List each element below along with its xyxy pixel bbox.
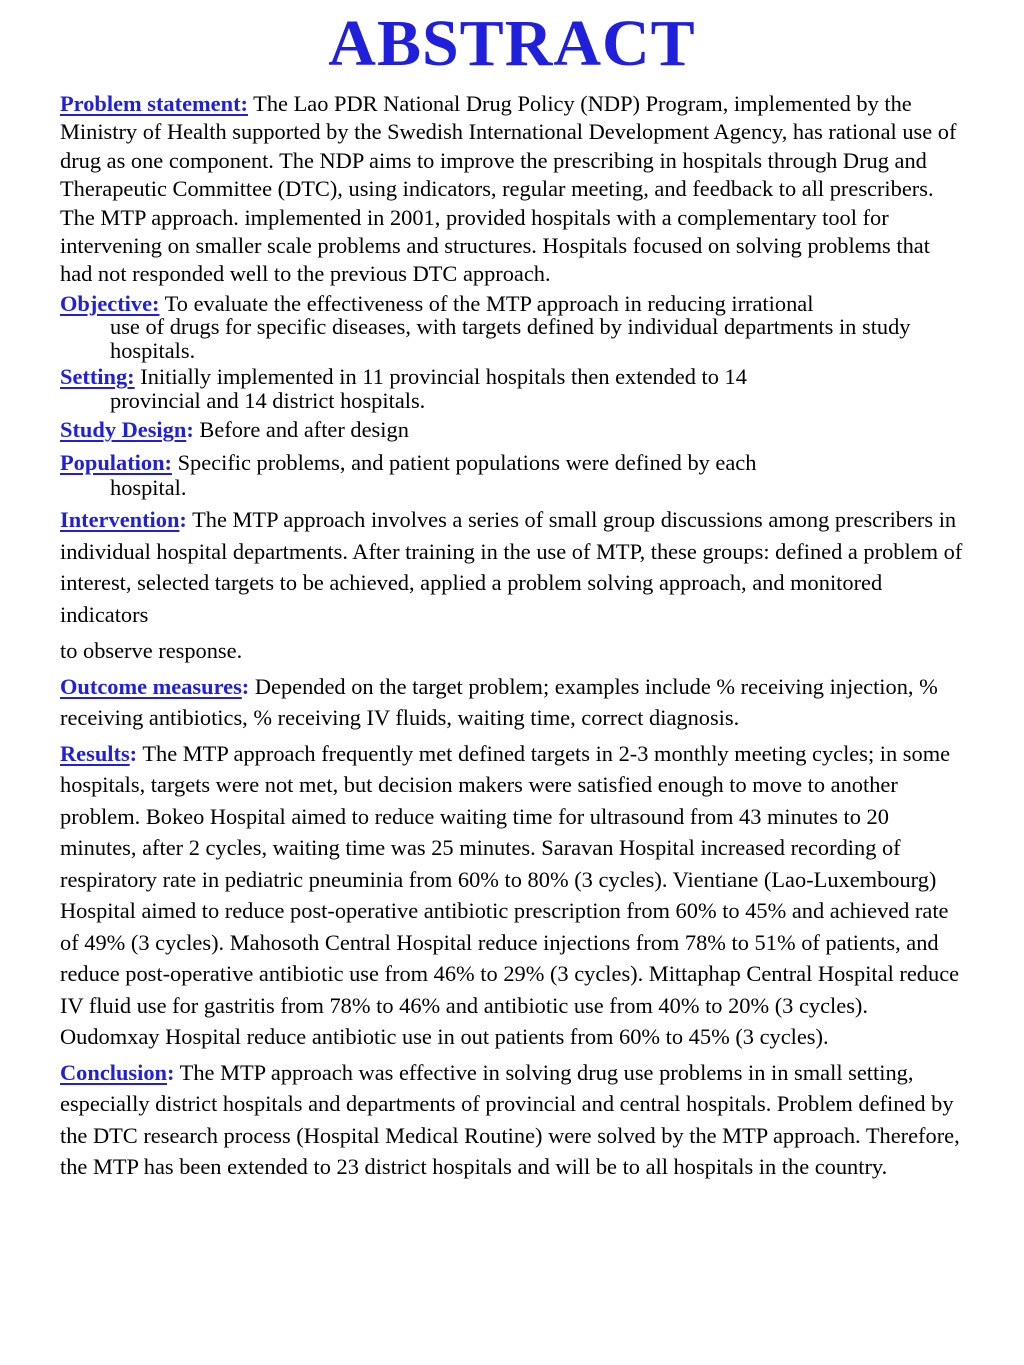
text-conclusion: The MTP approach was effective in solving drug use problems in in small setting, especially district hospitals and departments of provincial and central hospitals. Problem defined by the DTC research process (Hospital Medical Routine) were solved by the MTP approach. Therefore, the MTP has been extended to 23 district hospitals and will be to all hospitals in the country. <box>60 1059 960 1180</box>
page-title: ABSTRACT <box>328 7 696 80</box>
label-population: Population: <box>60 450 172 476</box>
label-problem-statement: Problem statement: <box>60 91 248 116</box>
text-population: Specific problems, and patient populations were defined by each <box>171 450 757 476</box>
text-setting: Initially implemented in 11 provincial hospitals then extended to 14 <box>134 364 747 390</box>
text-study-design: Before and after design <box>193 417 409 443</box>
colon-outcome-measures: : <box>241 673 250 699</box>
label-intervention: Intervention <box>60 507 180 533</box>
text-intervention-last: to observe response. <box>60 638 243 664</box>
text-intervention: The MTP approach involves a series of small group discussions among prescribers in individual hospital departments. After training in the use of MTP, these groups: defined a problem of interest, selected targets to be achieved, applied a problem solving approach, and monitored indicators <box>60 507 963 627</box>
section-outcome-measures <box>60 671 965 734</box>
colon-intervention: : <box>179 507 187 533</box>
text-objective-cont: use of drugs for specific diseases, with targets defined by individual departments in study hospitals. <box>110 314 911 363</box>
section-objective <box>60 292 965 363</box>
colon-results: : <box>129 740 138 766</box>
colon-study-design: : <box>186 417 194 443</box>
label-objective: Objective: <box>60 290 160 316</box>
section-study-design <box>60 416 965 444</box>
section-conclusion <box>60 1057 965 1183</box>
section-problem-statement <box>60 90 965 289</box>
text-objective: To evaluate the effectiveness of the MTP approach in reducing irrational <box>159 290 814 316</box>
label-study-design: Study Design <box>60 417 187 443</box>
section-setting <box>60 365 965 412</box>
section-intervention <box>60 504 965 667</box>
text-setting-cont: provincial and 14 district hospitals. <box>110 387 426 413</box>
text-results: The MTP approach frequently met defined targets in 2-3 monthly meeting cycles; in some hospitals, targets were not met, but decision makers were satisfied enough to move to another problem. Bokeo Hospital aimed to reduce waiting time for ultrasound from 43 minutes to 20 minutes, after 2 cycles, waiting time was 25 minutes. Saravan Hospital increased recording of respiratory rate in pediatric pneuminia from 60% to 80% (3 cycles). Vientiane (Lao-Luxembourg) Hospital aimed to reduce post-operative antibiotic prescription from 60% to 45% and achieved rate of 49% (3 cycles). Mahosoth Central Hospital reduce injections from 78% to 51% of patients, and reduce post-operative antibiotic use from 46% to 29% (3 cycles). Mittaphap Central Hospital reduce IV fluid use for gastritis from 78% to 46% and antibiotic use from 40% to 20% (3 cycles). Oudomxay Hospital reduce antibiotic use in out patients from 60% to 45% (3 cycles). <box>60 740 960 1050</box>
colon-conclusion: : <box>167 1059 175 1085</box>
abstract-body <box>60 90 965 1183</box>
section-results <box>60 738 965 1053</box>
text-problem-statement: The Lao PDR National Drug Policy (NDP) Program, implemented by the Ministry of Health supported by the Swedish International Development Agency, has rational use of drug as one component. The NDP aims to improve the prescribing in hospitals through Drug and Therapeutic Committee (DTC), using indicators, regular meeting, and feedback to all prescribers. The MTP approach. implemented in 2001, provided hospitals with a complementary tool for intervening on smaller scale problems and structures. Hospitals focused on solving problems that had not responded well to the previous DTC approach. <box>60 91 957 287</box>
label-results: Results <box>60 740 130 766</box>
section-population <box>60 450 965 500</box>
label-setting: Setting: <box>60 364 135 390</box>
label-outcome-measures: Outcome measures <box>60 673 242 699</box>
text-population-cont: hospital. <box>110 475 187 501</box>
label-conclusion: Conclusion <box>60 1059 168 1085</box>
text-outcome-measures: Depended on the target problem; examples include % receiving injection, % receiving antibiotics, % receiving IV fluids, waiting time, correct diagnosis. <box>60 673 938 731</box>
